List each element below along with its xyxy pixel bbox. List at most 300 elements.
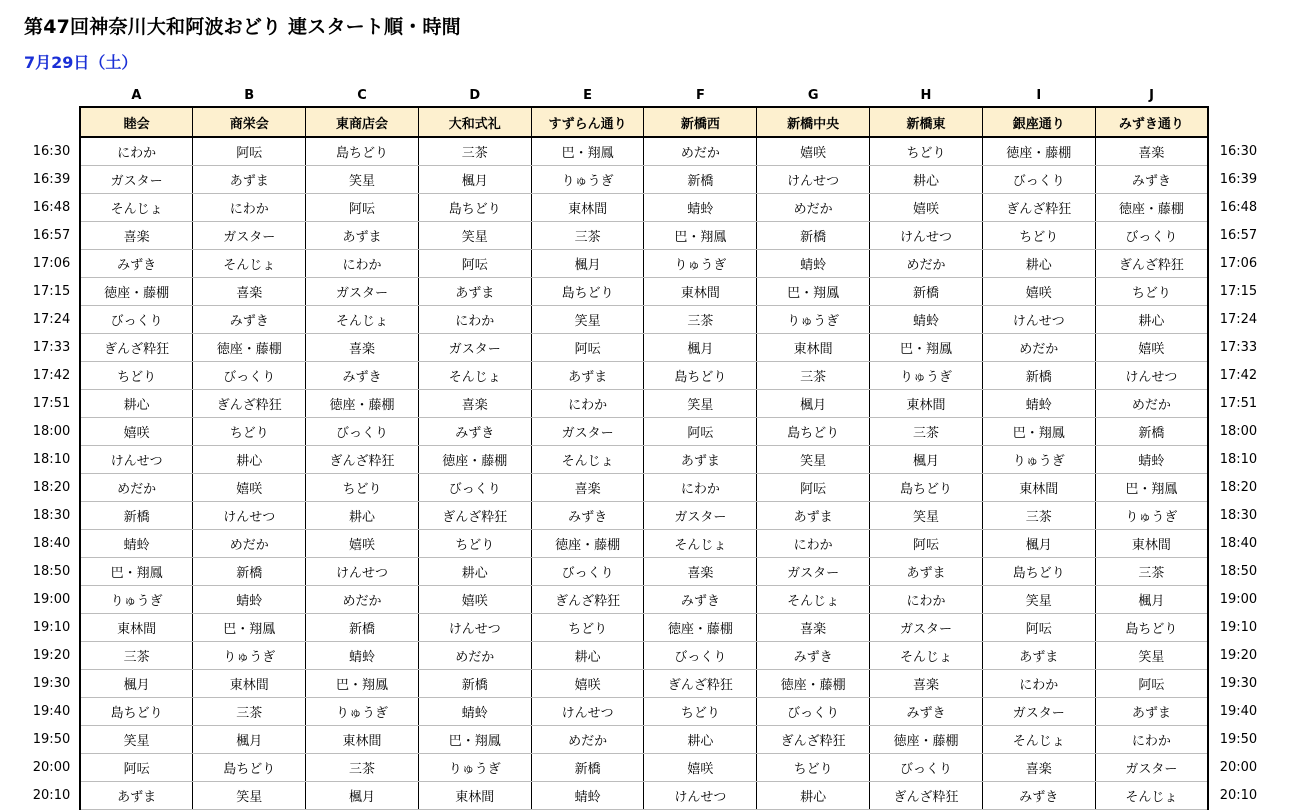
group-cell: 巴・翔鳳: [757, 278, 870, 306]
group-cell: 徳座・藤棚: [757, 670, 870, 698]
group-cell: 喜楽: [870, 670, 983, 698]
group-cell: びっくり: [193, 362, 306, 390]
start-time-left: 17:24: [32, 312, 71, 327]
start-time-left: 17:15: [32, 284, 71, 299]
group-cell: 楓月: [306, 782, 419, 810]
table-row: [24, 446, 1268, 474]
group-cell: みずき: [531, 502, 644, 530]
start-time-right: 19:30: [1219, 676, 1258, 691]
group-cell: にわか: [531, 390, 644, 418]
group-cell: 耕心: [306, 502, 419, 530]
start-time-right: 19:50: [1219, 732, 1258, 747]
group-cell: あずま: [870, 558, 983, 586]
table-row: [24, 614, 1268, 642]
column-letter: H: [920, 87, 932, 103]
team-name-header: 新橋西: [644, 107, 757, 137]
group-cell: けんせつ: [870, 222, 983, 250]
group-cell: 三茶: [531, 222, 644, 250]
group-cell: 喜楽: [757, 614, 870, 642]
group-cell: めだか: [306, 586, 419, 614]
group-cell: 蜻蛉: [644, 194, 757, 222]
column-letter: B: [244, 87, 255, 103]
group-cell: みずき: [757, 642, 870, 670]
column-letter: D: [469, 87, 481, 103]
group-cell: 島ちどり: [870, 474, 983, 502]
group-cell: そんじょ: [644, 530, 757, 558]
team-name-header: 新橋東: [870, 107, 983, 137]
group-cell: 三茶: [1095, 558, 1208, 586]
group-cell: 島ちどり: [306, 137, 419, 166]
group-cell: 新橋: [982, 362, 1095, 390]
group-cell: ガスター: [80, 166, 193, 194]
start-time-left: 17:06: [32, 256, 71, 271]
group-cell: あずま: [644, 446, 757, 474]
group-cell: 耕心: [870, 166, 983, 194]
group-cell: 三茶: [870, 418, 983, 446]
group-cell: にわか: [418, 306, 531, 334]
group-cell: ガスター: [193, 222, 306, 250]
group-cell: ぎんざ粋狂: [418, 502, 531, 530]
table-row: [24, 250, 1268, 278]
group-cell: 阿呍: [1095, 670, 1208, 698]
group-cell: みずき: [982, 782, 1095, 810]
group-cell: 喜楽: [1095, 137, 1208, 166]
group-cell: そんじょ: [80, 194, 193, 222]
group-cell: ガスター: [531, 418, 644, 446]
column-letter: A: [131, 87, 142, 103]
table-row: [24, 222, 1268, 250]
group-cell: りゅうぎ: [418, 754, 531, 782]
group-cell: びっくり: [644, 642, 757, 670]
start-time-right: 18:40: [1219, 536, 1258, 551]
group-cell: みずき: [1095, 166, 1208, 194]
table-row: [24, 278, 1268, 306]
group-cell: そんじょ: [870, 642, 983, 670]
group-cell: 島ちどり: [757, 418, 870, 446]
start-time-left: 16:57: [32, 228, 71, 243]
group-cell: 喜楽: [80, 222, 193, 250]
group-cell: 徳座・藤棚: [531, 530, 644, 558]
group-cell: 三茶: [80, 642, 193, 670]
group-cell: あずま: [1095, 698, 1208, 726]
start-time-left: 19:50: [32, 732, 71, 747]
group-cell: あずま: [306, 222, 419, 250]
group-cell: ちどり: [644, 698, 757, 726]
start-time-left: 17:51: [32, 396, 71, 411]
start-time-right: 20:00: [1219, 760, 1258, 775]
group-cell: 徳座・藤棚: [306, 390, 419, 418]
start-time-right: 17:06: [1219, 256, 1258, 271]
group-cell: 楓月: [870, 446, 983, 474]
group-cell: 東林間: [418, 782, 531, 810]
group-cell: あずま: [80, 782, 193, 810]
start-time-left: 20:10: [32, 788, 71, 803]
group-cell: ちどり: [80, 362, 193, 390]
start-time-left: 18:00: [32, 424, 71, 439]
column-letter: G: [807, 87, 819, 103]
group-cell: 新橋: [870, 278, 983, 306]
header-spacer: [24, 84, 80, 107]
header-spacer: [1208, 84, 1268, 107]
group-cell: けんせつ: [757, 166, 870, 194]
group-cell: けんせつ: [982, 306, 1095, 334]
group-cell: 新橋: [80, 502, 193, 530]
group-cell: 徳座・藤棚: [644, 614, 757, 642]
group-cell: みずき: [193, 306, 306, 334]
group-cell: 笑星: [418, 222, 531, 250]
group-cell: 喜楽: [644, 558, 757, 586]
group-cell: 島ちどり: [1095, 614, 1208, 642]
group-cell: 島ちどり: [193, 754, 306, 782]
group-cell: めだか: [531, 726, 644, 754]
group-cell: 喜楽: [193, 278, 306, 306]
start-time-right: 17:51: [1219, 396, 1258, 411]
group-cell: ぎんざ粋狂: [80, 334, 193, 362]
group-cell: にわか: [644, 474, 757, 502]
start-time-left: 17:42: [32, 368, 71, 383]
group-cell: 東林間: [193, 670, 306, 698]
group-cell: みずき: [644, 586, 757, 614]
group-cell: ちどり: [982, 222, 1095, 250]
group-cell: そんじょ: [306, 306, 419, 334]
group-cell: 三茶: [644, 306, 757, 334]
schedule-body: [24, 137, 1268, 810]
group-cell: 笑星: [80, 726, 193, 754]
group-cell: みずき: [80, 250, 193, 278]
group-cell: りゅうぎ: [531, 166, 644, 194]
group-cell: 阿呍: [870, 530, 983, 558]
group-cell: 蜻蛉: [757, 250, 870, 278]
group-cell: 島ちどり: [418, 194, 531, 222]
group-cell: ガスター: [644, 502, 757, 530]
group-cell: りゅうぎ: [1095, 502, 1208, 530]
start-time-right: 16:30: [1219, 143, 1258, 159]
group-cell: 東林間: [982, 474, 1095, 502]
table-row: [24, 390, 1268, 418]
group-cell: みずき: [306, 362, 419, 390]
group-cell: 島ちどり: [80, 698, 193, 726]
group-cell: 巴・翔鳳: [418, 726, 531, 754]
group-cell: 笑星: [644, 390, 757, 418]
group-cell: 蜻蛉: [306, 642, 419, 670]
group-cell: 耕心: [531, 642, 644, 670]
team-name-header: 銀座通り: [982, 107, 1095, 137]
group-cell: びっくり: [870, 754, 983, 782]
group-cell: 嬉咲: [757, 137, 870, 166]
group-cell: あずま: [531, 362, 644, 390]
start-time-left: 19:00: [32, 592, 71, 607]
group-cell: 嬉咲: [982, 278, 1095, 306]
group-cell: にわか: [193, 194, 306, 222]
group-cell: びっくり: [982, 166, 1095, 194]
start-time-left: 18:30: [32, 508, 71, 523]
group-cell: びっくり: [80, 306, 193, 334]
start-time-left: 20:00: [32, 760, 71, 775]
group-cell: びっくり: [531, 558, 644, 586]
start-time-right: 20:10: [1219, 788, 1258, 803]
group-cell: 耕心: [982, 250, 1095, 278]
group-cell: 阿呍: [982, 614, 1095, 642]
group-cell: にわか: [80, 137, 193, 166]
group-cell: りゅうぎ: [306, 698, 419, 726]
group-cell: 徳座・藤棚: [418, 446, 531, 474]
group-cell: 笑星: [306, 166, 419, 194]
table-row: [24, 530, 1268, 558]
group-cell: 嬉咲: [418, 586, 531, 614]
table-row: [24, 306, 1268, 334]
group-cell: にわか: [306, 250, 419, 278]
group-cell: 新橋: [1095, 418, 1208, 446]
group-cell: 蜻蛉: [1095, 446, 1208, 474]
group-cell: ちどり: [757, 754, 870, 782]
group-cell: ぎんざ粋狂: [531, 586, 644, 614]
group-cell: にわか: [982, 670, 1095, 698]
table-row: [24, 418, 1268, 446]
group-cell: にわか: [757, 530, 870, 558]
group-cell: 三茶: [306, 754, 419, 782]
group-cell: そんじょ: [418, 362, 531, 390]
group-cell: 巴・翔鳳: [982, 418, 1095, 446]
group-cell: 耕心: [644, 726, 757, 754]
group-cell: 耕心: [1095, 306, 1208, 334]
group-cell: 嬉咲: [870, 194, 983, 222]
table-row: [24, 698, 1268, 726]
start-time-right: 18:20: [1219, 480, 1258, 495]
group-cell: 三茶: [757, 362, 870, 390]
group-cell: 嬉咲: [1095, 334, 1208, 362]
page-title: 第47回神奈川大和阿波おどり 連スタート順・時間: [24, 16, 461, 38]
group-cell: 東林間: [531, 194, 644, 222]
group-cell: びっくり: [757, 698, 870, 726]
header-spacer: [1208, 107, 1268, 137]
start-time-right: 16:39: [1219, 172, 1258, 187]
start-time-left: 18:50: [32, 564, 71, 579]
group-cell: 東林間: [1095, 530, 1208, 558]
group-cell: 三茶: [418, 137, 531, 166]
start-time-right: 17:15: [1219, 284, 1258, 299]
group-cell: 新橋: [306, 614, 419, 642]
table-row: [24, 334, 1268, 362]
group-cell: 嬉咲: [531, 670, 644, 698]
table-row: [24, 754, 1268, 782]
group-cell: ガスター: [757, 558, 870, 586]
group-cell: そんじょ: [982, 726, 1095, 754]
group-cell: 島ちどり: [644, 362, 757, 390]
start-time-left: 18:10: [32, 452, 71, 467]
start-time-left: 19:40: [32, 704, 71, 719]
group-cell: 楓月: [193, 726, 306, 754]
team-name-header: 睦会: [80, 107, 193, 137]
group-cell: けんせつ: [1095, 362, 1208, 390]
group-cell: 蜻蛉: [870, 306, 983, 334]
group-cell: けんせつ: [193, 502, 306, 530]
group-cell: 東林間: [80, 614, 193, 642]
group-cell: 巴・翔鳳: [306, 670, 419, 698]
group-cell: 嬉咲: [644, 754, 757, 782]
table-row: [24, 362, 1268, 390]
group-cell: 嬉咲: [306, 530, 419, 558]
group-cell: りゅうぎ: [193, 642, 306, 670]
group-cell: りゅうぎ: [870, 362, 983, 390]
group-cell: 阿呍: [306, 194, 419, 222]
group-cell: ちどり: [870, 137, 983, 166]
group-cell: 島ちどり: [982, 558, 1095, 586]
group-cell: 巴・翔鳳: [193, 614, 306, 642]
start-time-left: 16:30: [32, 143, 71, 159]
group-cell: ぎんざ粋狂: [982, 194, 1095, 222]
group-cell: 蜻蛉: [982, 390, 1095, 418]
group-cell: ぎんざ粋狂: [870, 782, 983, 810]
start-time-right: 18:30: [1219, 508, 1258, 523]
group-cell: 徳座・藤棚: [193, 334, 306, 362]
group-cell: 巴・翔鳳: [644, 222, 757, 250]
start-time-right: 19:20: [1219, 648, 1258, 663]
group-cell: 耕心: [418, 558, 531, 586]
group-cell: みずき: [870, 698, 983, 726]
group-cell: 蜻蛉: [418, 698, 531, 726]
table-row: [24, 782, 1268, 810]
start-time-right: 17:42: [1219, 368, 1258, 383]
column-letter: F: [695, 87, 705, 103]
group-cell: 耕心: [193, 446, 306, 474]
column-letter: E: [583, 87, 593, 103]
group-cell: にわか: [870, 586, 983, 614]
group-cell: めだか: [1095, 390, 1208, 418]
column-letter: J: [1149, 87, 1154, 103]
group-cell: けんせつ: [531, 698, 644, 726]
start-time-right: 18:00: [1219, 424, 1258, 439]
group-cell: 阿呍: [80, 754, 193, 782]
group-cell: 新橋: [193, 558, 306, 586]
group-cell: 楓月: [80, 670, 193, 698]
header-spacer: [24, 107, 80, 137]
group-cell: あずま: [982, 642, 1095, 670]
group-cell: 楓月: [1095, 586, 1208, 614]
group-cell: ぎんざ粋狂: [306, 446, 419, 474]
group-cell: ぎんざ粋狂: [644, 670, 757, 698]
group-cell: ぎんざ粋狂: [1095, 250, 1208, 278]
column-letter: I: [1036, 87, 1042, 103]
group-cell: 徳座・藤棚: [982, 137, 1095, 166]
group-cell: 蜻蛉: [531, 782, 644, 810]
group-cell: 蜻蛉: [80, 530, 193, 558]
table-row: [24, 726, 1268, 754]
group-cell: 嬉咲: [80, 418, 193, 446]
group-cell: みずき: [418, 418, 531, 446]
group-cell: りゅうぎ: [644, 250, 757, 278]
group-cell: あずま: [418, 278, 531, 306]
group-cell: 耕心: [80, 390, 193, 418]
event-date: 7月29日（土）: [24, 53, 138, 72]
group-cell: 新橋: [531, 754, 644, 782]
group-cell: 阿呍: [531, 334, 644, 362]
group-cell: ちどり: [306, 474, 419, 502]
group-cell: 耕心: [757, 782, 870, 810]
group-cell: 蜻蛉: [193, 586, 306, 614]
group-cell: 笑星: [193, 782, 306, 810]
group-cell: 嬉咲: [193, 474, 306, 502]
start-order-table: [24, 84, 1268, 810]
group-cell: めだか: [418, 642, 531, 670]
group-cell: 笑星: [982, 586, 1095, 614]
start-time-right: 17:24: [1219, 312, 1258, 327]
group-cell: そんじょ: [531, 446, 644, 474]
group-cell: そんじょ: [757, 586, 870, 614]
group-cell: 東林間: [870, 390, 983, 418]
group-cell: 笑星: [870, 502, 983, 530]
group-cell: 巴・翔鳳: [870, 334, 983, 362]
group-cell: りゅうぎ: [80, 586, 193, 614]
group-cell: ガスター: [418, 334, 531, 362]
group-cell: めだか: [644, 137, 757, 166]
group-cell: めだか: [870, 250, 983, 278]
table-row: [24, 670, 1268, 698]
team-name-header: みずき通り: [1095, 107, 1208, 137]
start-time-left: 19:30: [32, 676, 71, 691]
start-time-left: 18:20: [32, 480, 71, 495]
group-cell: ガスター: [982, 698, 1095, 726]
start-time-right: 18:10: [1219, 452, 1258, 467]
start-time-right: 19:40: [1219, 704, 1258, 719]
group-cell: めだか: [80, 474, 193, 502]
group-cell: 阿呍: [193, 137, 306, 166]
group-cell: 楓月: [644, 334, 757, 362]
group-cell: 阿呍: [757, 474, 870, 502]
group-cell: あずま: [193, 166, 306, 194]
start-time-left: 19:20: [32, 648, 71, 663]
group-cell: 東林間: [306, 726, 419, 754]
start-time-right: 19:10: [1219, 620, 1258, 635]
group-cell: ちどり: [418, 530, 531, 558]
group-cell: 巴・翔鳳: [1095, 474, 1208, 502]
group-cell: ぎんざ粋狂: [757, 726, 870, 754]
group-cell: りゅうぎ: [757, 306, 870, 334]
start-time-right: 16:48: [1219, 200, 1258, 215]
group-cell: 阿呍: [644, 418, 757, 446]
table-row: [24, 642, 1268, 670]
group-cell: 三茶: [193, 698, 306, 726]
group-cell: けんせつ: [306, 558, 419, 586]
start-time-right: 18:50: [1219, 564, 1258, 579]
table-row: [24, 137, 1268, 166]
group-cell: ぎんざ粋狂: [193, 390, 306, 418]
table-row: [24, 586, 1268, 614]
group-cell: びっくり: [306, 418, 419, 446]
table-row: [24, 502, 1268, 530]
table-row: [24, 558, 1268, 586]
group-cell: めだか: [193, 530, 306, 558]
group-cell: ちどり: [193, 418, 306, 446]
group-cell: 徳座・藤棚: [870, 726, 983, 754]
group-cell: けんせつ: [418, 614, 531, 642]
team-header-row: [24, 107, 1268, 137]
group-cell: りゅうぎ: [982, 446, 1095, 474]
group-cell: そんじょ: [193, 250, 306, 278]
table-row: [24, 194, 1268, 222]
group-cell: ちどり: [1095, 278, 1208, 306]
group-cell: めだか: [757, 194, 870, 222]
table-row: [24, 166, 1268, 194]
team-name-header: すずらん通り: [531, 107, 644, 137]
group-cell: けんせつ: [80, 446, 193, 474]
team-name-header: 商栄会: [193, 107, 306, 137]
group-cell: 楓月: [418, 166, 531, 194]
group-cell: 喜楽: [418, 390, 531, 418]
group-cell: 笑星: [1095, 642, 1208, 670]
group-cell: ガスター: [1095, 754, 1208, 782]
group-cell: けんせつ: [644, 782, 757, 810]
group-cell: 徳座・藤棚: [1095, 194, 1208, 222]
